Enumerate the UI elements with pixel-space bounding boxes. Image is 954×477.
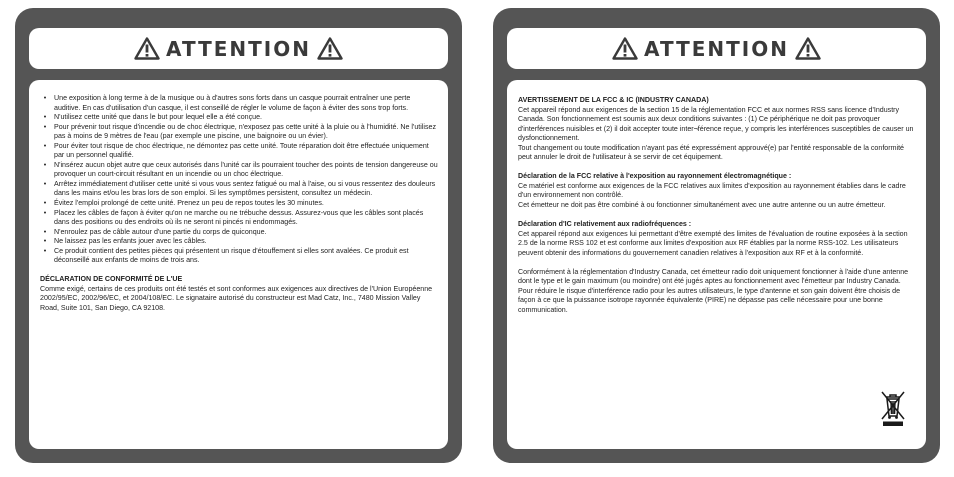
left-text xyxy=(40,94,438,314)
list-item: • Pour éviter tout risque de choc électrique, ne démontez pas cette unité. Toute réparation doit être effectuée uniquement par un personnel qualifié. xyxy=(43,141,429,160)
list-item: • N'enroulez pas de câble autour d'une partie du corps de quiconque. xyxy=(43,227,267,236)
eu-declaration-text: Comme exigé, certains de ces produits ont été testés et sont conformes aux exigences aux directives de l'Union Européenne 2002/95/EC, 2002/96/EC, et 2004/108/EC. Le signataire autorisé du constructeur est Mad Catz, Inc., 7480 Mission Valley Road, Suite 101, San Diego, CA 92108. xyxy=(40,284,433,312)
fcc-warning-title: AVERTISSEMENT DE LA FCC & IC (INDUSTRY CANADA) xyxy=(518,96,709,104)
left-title-banner xyxy=(29,28,448,69)
fcc-warning-text: Cet appareil répond aux exigences de la section 15 de la réglementation FCC et aux normes RSS sans licence d'Industry Canada. Son fonctionnement est soumis aux deux conditions suivantes : (1) Ce périphérique ne doit pas provoquer d'interférences nuisibles et (2) il doit accepter toute inter¬férence reçue, y compris les interférences susceptibles de causer un dysfonctionnement. xyxy=(518,105,914,143)
antenna-regulation-text: Conformément à la réglementation d'Industry Canada, cet émetteur radio doit uniquement fonctionner à l'aide d'une antenne dont le type et le gain maximum (ou moindre) ont été jugés aptes au fonctionnement avec l'émetteur par Industry Canada. Pour réduire le risque d'interférence radio pour les autres utilisateurs, le type d'antenne et son gain doivent être choisis de façon à ce que la puissance isotrope rayonnée équivalente (PIRE) ne dépasse pas celle nécessaire pour une bonne communication. xyxy=(518,267,909,314)
rf-exposure-text: Ce matériel est conforme aux exigences de la FCC relatives aux limites d'exposition au rayonnement établies dans le cadre d'un environnement non contrôlé. xyxy=(518,181,906,200)
warning-triangle-icon xyxy=(317,37,343,60)
eu-declaration-title: DÉCLARATION DE CONFORMITÉ DE L'UE xyxy=(40,275,183,284)
left-panel xyxy=(15,8,462,463)
rf-exposure-title: Déclaration de la FCC relative à l'exposition au rayonnement électromagnétique : xyxy=(518,172,792,181)
right-content xyxy=(507,80,926,449)
warning-triangle-icon xyxy=(795,37,821,60)
bullet-text: N'insérez aucun objet autre que ceux autorisés dans l'unité car ils pourraient toucher des points de tension dangereuse ou provoquer un court-circuit résultant en un incendie ou un choc électrique. xyxy=(54,160,438,179)
bullet-text: Ce produit contient des petites pièces qui présentent un risque d'étouffement si elles sont avalées. Ce produit est déconseillé aux enfants de moins de trois ans. xyxy=(54,246,409,265)
bullet-text: Une exposition à long terme à de la musique ou à d'autres sons forts dans un casque pourrait entraîner une perte auditive. En cas d'utilisation d'un casque, il est conseillé de régler le volume de façon à éviter des sons trop forts. xyxy=(54,94,411,112)
bullet-text: N'enroulez pas de câble autour d'une partie du corps de quiconque. xyxy=(54,227,267,236)
list-item: • Pour prévenir tout risque d'incendie ou de choc électrique, n'exposez pas cette unité à la pluie ou à l'humidité. Ne l'utilisez pas à moins de 9 mètres de l'eau (par exemple une piscine, une baignoire ou un évier). xyxy=(43,122,437,141)
page-title: ATTENTION xyxy=(644,36,789,61)
list-item: • Une exposition à long terme à de la musique ou à d'autres sons forts dans un casque pourrait entraîner une perte auditive. En cas d'utilisation d'un casque, il est conseillé de régler le volume de façon à éviter des sons trop forts. xyxy=(43,94,411,112)
rf-colocation-text: Cet émetteur ne doit pas être combiné à ou fonctionner simultanément avec une autre antenne ou un autre émetteur. xyxy=(518,200,886,209)
safety-bullet-list xyxy=(40,94,438,266)
list-item: • Ce produit contient des petites pièces qui présentent un risque d'étouffement si elles sont avalées. Ce produit est déconseillé aux enfants de moins de trois ans. xyxy=(43,246,409,265)
list-item: • Évitez l'emploi prolongé de cette unité. Prenez un peu de repos toutes les 30 minutes. xyxy=(43,199,324,208)
right-title-banner xyxy=(507,28,926,69)
bullet-text: N'utilisez cette unité que dans le but pour lequel elle a été conçue. xyxy=(54,113,262,122)
warning-triangle-icon xyxy=(134,37,160,60)
fcc-modification-text: Tout changement ou toute modification n'ayant pas été expressément approuvé(e) par l'entité responsable de la conformité peut annuler le droit de l'utilisateur à se servir de cet équipement. xyxy=(518,143,905,162)
left-content xyxy=(29,80,448,449)
bullet-text: Évitez l'emploi prolongé de cette unité. Prenez un peu de repos toutes les 30 minutes. xyxy=(54,199,324,208)
warning-triangle-icon xyxy=(612,37,638,60)
ic-rf-text: Cet appareil répond aux exigences lui permettant d'être exempté des limites de l'évaluation de routine exposées à la section 2.5 de la norme RSS 102 et est conforme aux limites d'exposition aux RF établies par la norme RSS-102. Les utilisateurs peuvent obtenir des informations du gouvernement canadien relatives à l'exposition aux RF et à la conformité. xyxy=(518,229,908,257)
bullet-text: Arrêtez immédiatement d'utiliser cette unité si vous vous sentez fatigué ou mal à l'aise, ou si vous ressentez des douleurs dans les mains et/ou les bras lors de son emploi. Si les symptômes persistent, consultez un médecin. xyxy=(54,179,436,198)
bullet-text: Pour éviter tout risque de choc électrique, ne démontez pas cette unité. Toute réparation doit être effectuée uniquement par un personnel qualifié. xyxy=(54,141,429,160)
list-item: • N'utilisez cette unité que dans le but pour lequel elle a été conçue. xyxy=(43,113,262,122)
list-item: • N'insérez aucun objet autre que ceux autorisés dans l'unité car ils pourraient toucher des points de tension dangereuse ou provoquer un court-circuit résultant en un incendie ou un choc électrique. xyxy=(43,160,438,179)
list-item: • Ne laissez pas les enfants jouer avec les câbles. xyxy=(43,237,207,246)
list-item: • Arrêtez immédiatement d'utiliser cette unité si vous vous sentez fatigué ou mal à l'aise, ou si vous ressentez des douleurs dans les mains et/ou les bras lors de son emploi. Si les symptômes persistent, consultez un médecin. xyxy=(43,179,436,198)
bullet-text: Placez les câbles de façon à éviter qu'on ne marche ou ne trébuche dessus. Assurez-vous que les câbles sont placés dans des positions ou des endroits où ils ne seront ni pincés ni endommagés. xyxy=(54,208,424,227)
right-text xyxy=(518,96,916,315)
bullet-text: Pour prévenir tout risque d'incendie ou de choc électrique, n'exposez pas cette unité à la pluie ou à l'humidité. Ne l'utilisez pas à moins de 9 mètres de l'eau (par exemple une piscine, une baignoire ou un évier). xyxy=(54,122,437,141)
ic-rf-title: Déclaration d'IC relativement aux radiofréquences : xyxy=(518,220,692,229)
crossed-out-bin-icon xyxy=(880,389,906,427)
page-title: ATTENTION xyxy=(166,36,311,61)
list-item: • Placez les câbles de façon à éviter qu'on ne marche ou ne trébuche dessus. Assurez-vous que les câbles sont placés dans des positions ou des endroits où ils ne seront ni pincés ni endommagés. xyxy=(43,208,424,227)
bullet-text: Ne laissez pas les enfants jouer avec les câbles. xyxy=(54,237,207,246)
right-panel xyxy=(493,8,940,463)
